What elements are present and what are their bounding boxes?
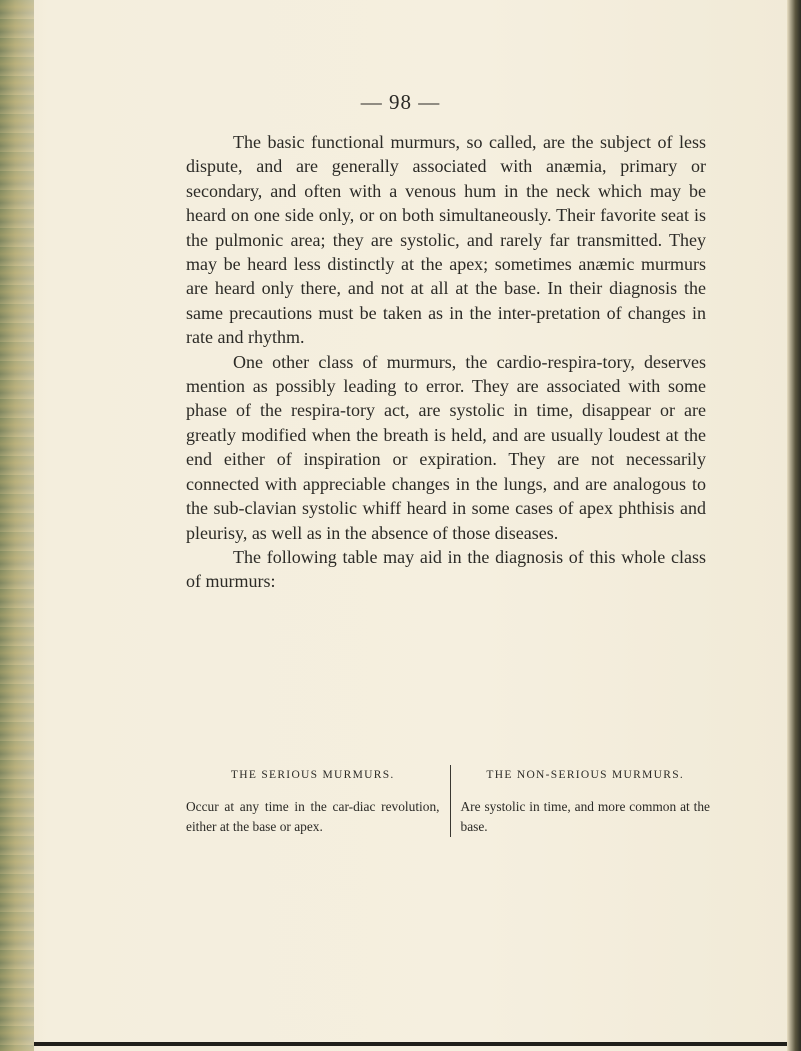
serious-murmurs-heading: THE SERIOUS MURMURS. <box>230 769 395 781</box>
paragraph-1: The basic functional murmurs, so called, are the subject of less dispute, and are generally associated with anæmia, primary or secondary, and often with a venous hum in the neck which may be heard on one side only, or on both simultaneously. Their favorite seat is the pulmonic area; they are systolic, and rarely far transmitted. They may be heard less distinctly at the apex; sometimes anæmic murmurs are heard only there, and not at all at the base. In their diagnosis the same precautions must be taken as in the inter-pretation of changes in rate and rhythm. <box>186 132 706 348</box>
serious-murmurs-column <box>186 765 451 837</box>
non-serious-murmurs-text: Are systolic in time, and more common at the base. <box>460 799 710 834</box>
non-serious-murmurs-heading: THE NON-SERIOUS MURMURS. <box>486 769 685 781</box>
paragraph-3: The following table may aid in the diagnosis of this whole class of murmurs: <box>186 546 706 592</box>
page-number: — 98 — <box>360 90 441 114</box>
non-serious-murmurs-column <box>451 765 711 837</box>
murmur-comparison-table <box>186 765 710 837</box>
page-right-edge <box>787 0 801 1051</box>
paragraph-2: One other class of murmurs, the cardio-respira-tory, deserves mention as possibly leading to error. They are associated with some phase of the respira-tory act, are systolic in time, disappear or are greatly modified when the breath is held, and are usually loudest at the end either of inspiration or expiration. They are not necessarily connected with appreciable changes in the lungs, and are analogous to the sub-clavian systolic whiff heard in some cases of apex phthisis and pleurisy, as well as in the absence of those diseases. <box>186 351 706 543</box>
page-bottom-border <box>34 1042 787 1046</box>
body-text <box>186 130 706 594</box>
page-left-edge <box>0 0 34 1051</box>
serious-murmurs-text: Occur at any time in the car-diac revolution, either at the base or apex. <box>186 799 440 834</box>
